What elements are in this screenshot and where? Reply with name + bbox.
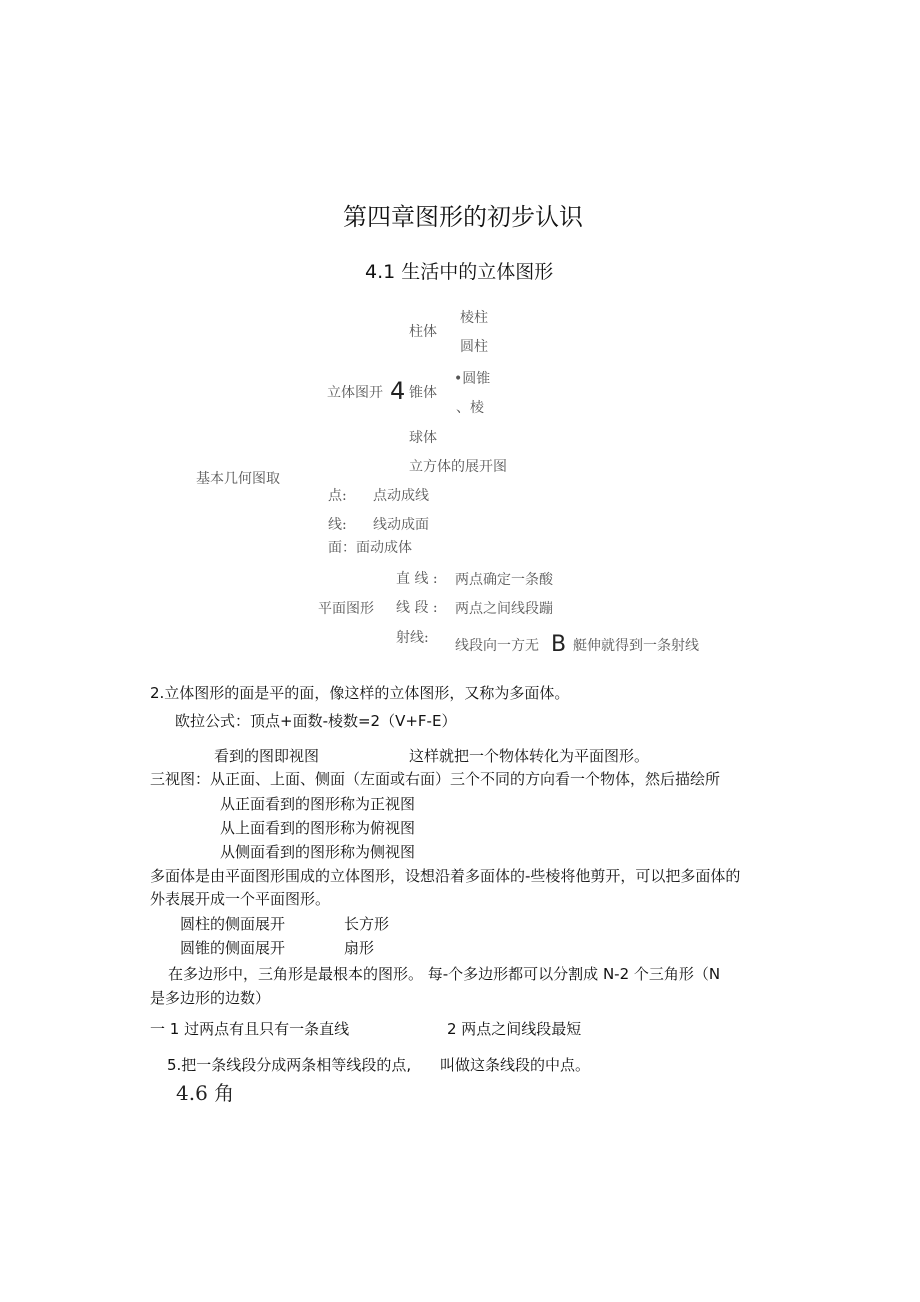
tree-prism-column: 柱体 (409, 324, 437, 340)
para-sector: 扇形 (344, 939, 375, 957)
tree-cylinder: 圆柱 (460, 339, 488, 355)
para-segment-axiom: 2 两点之间线段最短 (447, 1020, 582, 1038)
tree-ray-label: 射线: (396, 630, 429, 646)
tree-plane: 平面图形 (318, 601, 374, 617)
para-triangle-line2: 是多边形的边数） (150, 989, 271, 1007)
para-side-view: 从侧面看到的图形称为侧视图 (220, 843, 416, 861)
tree-root: 基本几何图取 (196, 471, 280, 487)
tree-ray-text-b: 艇伸就得到一条射线 (573, 638, 699, 654)
tree-point-label: 点: (328, 488, 347, 504)
section-heading-4-1: 4.1 生活中的立体图形 (365, 261, 554, 283)
para-cone-side: 圆锥的侧面展开 (180, 939, 286, 957)
tree-cone-group: 锥体 (409, 385, 437, 401)
tree-cube-net: 立方体的展开图 (409, 459, 507, 475)
tree-pyramid: 、棱 (456, 400, 484, 416)
para-three-view: 三视图：从正面、上面、侧面（左面或右面）三个不同的方向看一个物体，然后描绘所 (150, 770, 721, 788)
para-view-a: 看到的图即视图 (214, 747, 320, 765)
para-cylinder-side: 圆柱的侧面展开 (180, 915, 286, 933)
para-triangle-line1: 在多边形中，三角形是最根本的图形。 每-个多边形都可以分割成 N-2 个三角形（N (168, 965, 721, 983)
tree-line-label: 线: (328, 517, 347, 533)
para-top-view: 从上面看到的图形称为俯视图 (220, 819, 416, 837)
para-midpoint-b: 叫做这条线段的中点。 (440, 1056, 591, 1074)
tree-straight-label: 直 线 : (396, 571, 438, 587)
tree-prism: 棱柱 (460, 310, 488, 326)
tree-solid-mark: 4 (390, 377, 406, 405)
para-view-b: 这样就把一个物体转化为平面图形。 (409, 747, 650, 765)
tree-segment-label: 线 段 : (396, 600, 438, 616)
para-unfold-line1: 多面体是由平面图形围成的立体图形，设想沿着多面体的-些棱将他剪开，可以把多面体的 (150, 867, 741, 885)
tree-segment-text: 两点之间线段蹦 (455, 601, 553, 617)
para-front-view: 从正面看到的图形称为正视图 (220, 795, 416, 813)
section-heading-4-6: 4.6 角 (176, 1081, 235, 1105)
para-rectangle: 长方形 (344, 915, 390, 933)
para-unfold-line2: 外表展开成一个平面图形。 (150, 890, 331, 908)
tree-cone: •圆锥 (454, 371, 491, 387)
tree-line-text: 线动成面 (373, 517, 429, 533)
tree-ray-mark: B (551, 632, 567, 657)
para-midpoint-a: 5.把一条线段分成两条相等线段的点, (167, 1056, 412, 1074)
chapter-title: 第四章图形的初步认识 (343, 203, 583, 231)
para-polyhedron: 2.立体图形的面是平的面，像这样的立体图形，又称为多面体。 (150, 684, 570, 702)
tree-solid: 立体图开 (327, 385, 383, 401)
tree-straight-text: 两点确定一条酸 (455, 572, 553, 588)
tree-point-text: 点动成线 (373, 488, 429, 504)
para-line-axiom: 一 1 过两点有且只有一条直线 (150, 1020, 350, 1038)
para-euler: 欧拉公式：顶点+面数-棱数=2（V+F-E） (175, 712, 457, 730)
tree-ray-text-a: 线段向一方无 (455, 638, 539, 654)
tree-sphere: 球体 (409, 430, 437, 446)
tree-face-text: 面：面动成体 (328, 540, 412, 556)
